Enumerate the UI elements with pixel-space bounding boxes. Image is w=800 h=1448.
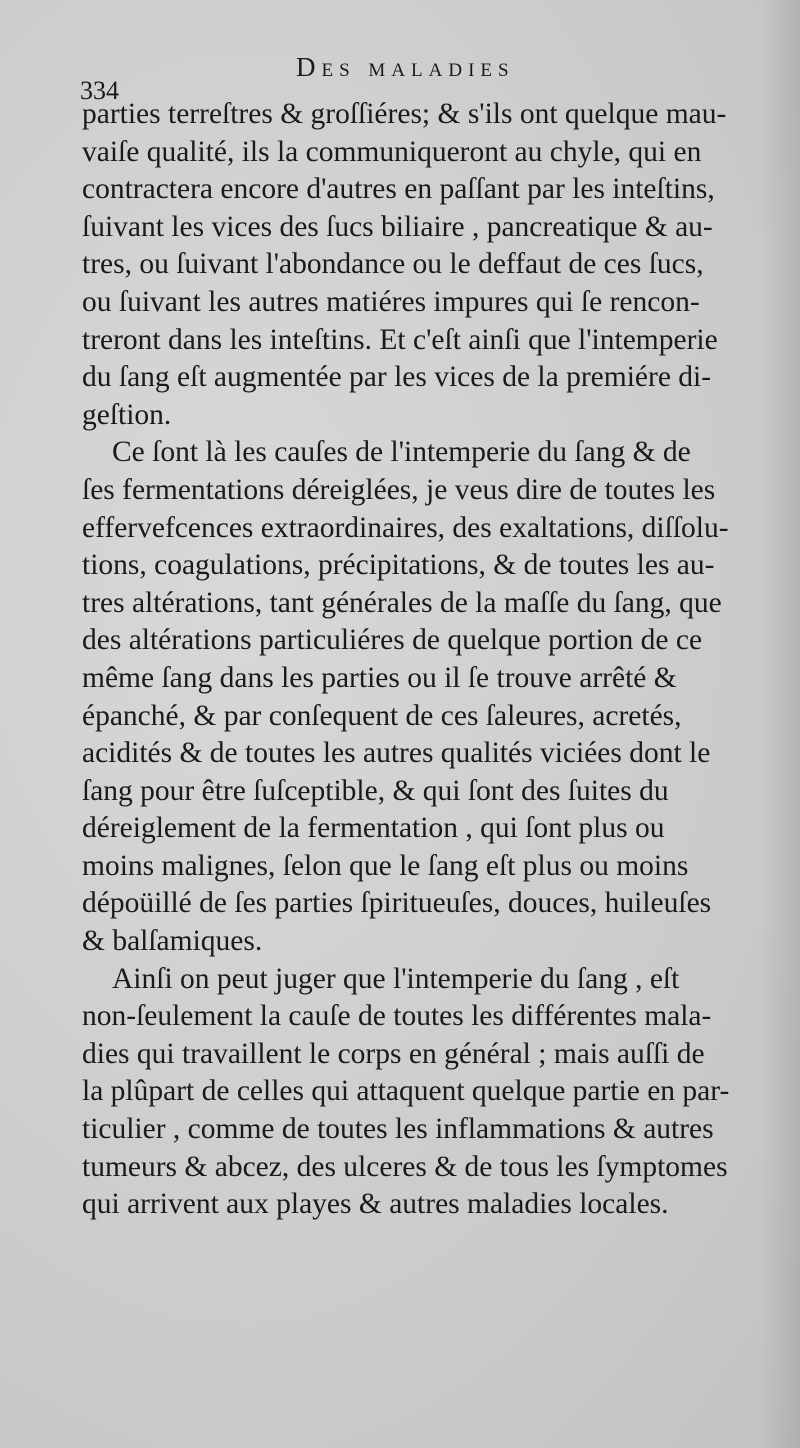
text-line: tumeurs & abcez, des ulceres & de tous les ſymptomes [82, 1150, 728, 1183]
text-line: du ſang eſt augmentée par les vices de la premiére di- [82, 361, 712, 394]
page-number: 334 [80, 76, 119, 105]
text-line: déreiglement de la fermentation , qui ſont plus ou [82, 812, 665, 845]
text-line: ſuivant les vices des ſucs biliaire , pancreatique & au- [82, 210, 713, 243]
text-line: non-ſeulement la cauſe de toutes les différentes mala- [82, 1000, 712, 1033]
text-line: ticulier , comme de toutes les inflammations & autres [82, 1113, 714, 1146]
text-line: même ſang dans les parties ou il ſe trouve arrêté & [82, 661, 677, 694]
text-line: tions, coagulations, précipitations, & de toutes les au- [82, 549, 715, 582]
paragraph-start-line: Ce ſont là les cauſes de l'intemperie du ſang & de [112, 436, 691, 469]
text-line: & balſamiques. [82, 925, 263, 958]
text-line: parties terreſtres & groſſiéres; & s'ils ont quelque mau- [82, 98, 727, 130]
text-line: ou ſuivant les autres matiéres impures qui ſe rencon- [82, 285, 700, 318]
text-line: dépoüillé de ſes parties ſpiritueuſes, douces, huileuſes [82, 887, 712, 920]
text-line: vaiſe qualité, ils la communiqueront au chyle, qui en [82, 135, 702, 168]
text-line: contractera encore d'autres en paſſant par les inteſtins, [82, 173, 715, 206]
text-line: qui arrivent aux playes & autres maladies locales. [82, 1188, 669, 1221]
text-line: treront dans les inteſtins. Et c'eſt ainſi que l'intemperie [82, 323, 718, 356]
text-line: épanché, & par conſequent de ces ſaleures, acretés, [82, 699, 682, 732]
text-line: geſtion. [82, 398, 172, 431]
text-line: moins malignes, ſelon que le ſang eſt plus ou moins [82, 849, 689, 882]
paragraph-start-line: Ainſi on peut juger que l'intemperie du ſang , eſt [112, 962, 680, 995]
body-text [82, 96, 772, 1224]
text-line: ſes fermentations déreiglées, je veus dire de toutes les [82, 473, 716, 506]
text-line: effervefcences extraordinaires, des exaltations, diſſolu- [82, 511, 729, 544]
text-line: ſang pour être ſuſceptible, & qui ſont des ſuites du [82, 774, 669, 807]
text-line: acidités & de toutes les autres qualités viciées dont le [82, 737, 711, 770]
text-line: tres altérations, tant générales de la maſſe du ſang, que [82, 586, 722, 619]
text-line: dies qui travaillent le corps en général ; mais auſſi de [82, 1037, 705, 1070]
text-line: la plûpart de celles qui attaquent quelque partie en par- [82, 1075, 730, 1108]
running-title: Des maladies [296, 52, 515, 82]
text-line: tres, ou ſuivant l'abondance ou le deffaut de ces ſucs, [82, 248, 704, 281]
text-line: des altérations particuliéres de quelque portion de ce [82, 624, 703, 657]
